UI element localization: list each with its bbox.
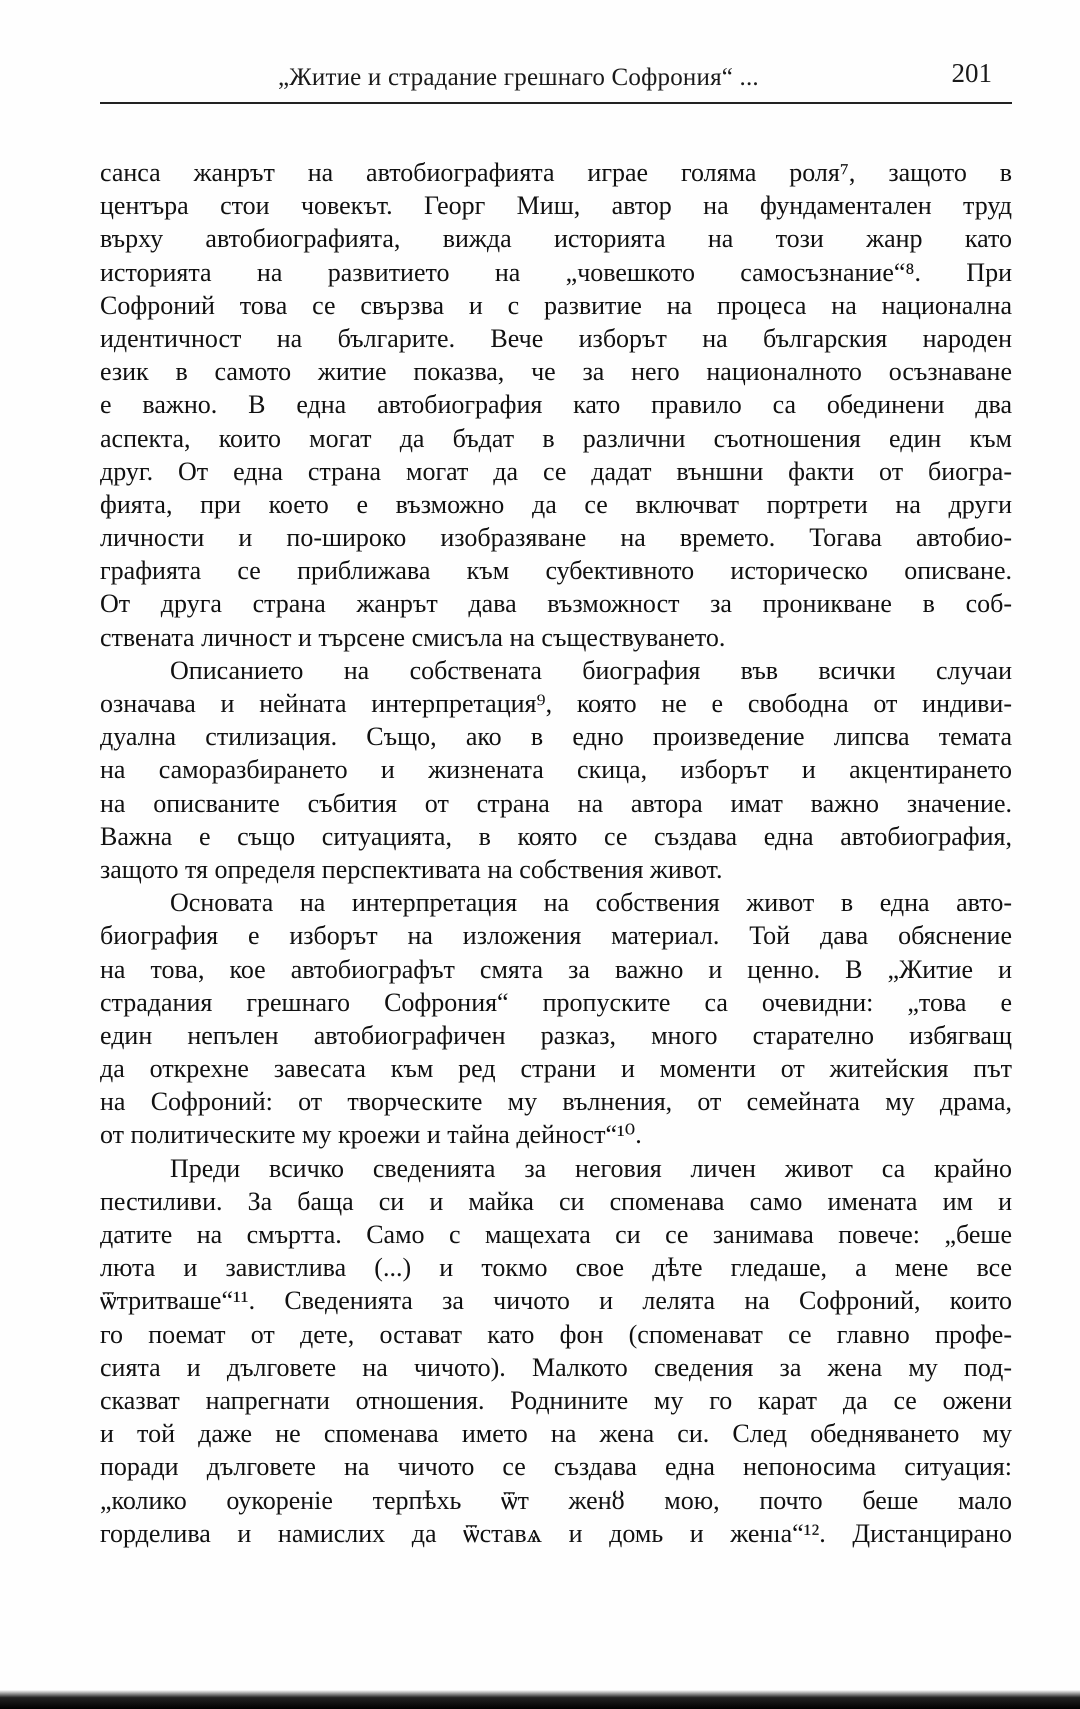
- text-line: санса жанрът на автобиографията играе голяма роля⁷, защото в: [100, 158, 1012, 187]
- running-title: „Житие и страдание грешнаго Софрония“ ...: [278, 64, 759, 91]
- text-line: друг. От една страна могат да се дадат външни факти от биогра-: [100, 456, 1012, 486]
- body-text: [100, 156, 1012, 1550]
- text-line: Описанието на собствената биография във всички случаи: [170, 655, 1012, 685]
- text-line: означава и нейната интерпретация⁹, която не е свободна от индиви-: [100, 689, 1012, 718]
- scan-edge-smudge: [0, 1690, 1080, 1709]
- text-line: биография е изборът на изложения материал. Той дава обяснение: [100, 921, 1012, 951]
- text-line: на Софроний: от творческите му вълнения, от семейната му драма,: [100, 1087, 1012, 1117]
- text-line: защото тя определя перспективата на собствения живот.: [100, 854, 723, 884]
- text-line: сказват напрегнати отношения. Роднините му го карат да се ожени: [100, 1385, 1012, 1415]
- text-line: на саморазбирането и жизнената скица, изборът и акцентирането: [100, 755, 1012, 785]
- text-line: един непълен автобиографичен разказ, много старателно избягващ: [100, 1020, 1012, 1050]
- text-line: върху автобиографията, вижда историята на този жанр като: [100, 224, 1012, 254]
- text-line: пестиливи. За баща си и майка си споменава само имената им и: [100, 1186, 1012, 1216]
- text-line: и той даже не споменава името на жена си. След обедняването му: [100, 1419, 1012, 1449]
- text-line: страдания грешнаго Софрония“ пропуските са очевидни: „това е: [100, 987, 1012, 1017]
- text-line: ѿтритваше“¹¹. Сведенията за чичото и лелята на Софроний, които: [100, 1286, 1012, 1316]
- text-line: датите на смъртта. Само с мащехата си се занимава повече: „беше: [100, 1220, 1012, 1249]
- running-header: [100, 58, 1012, 104]
- text-line: графията се приближава към субективното историческо описване.: [100, 556, 1012, 586]
- text-line: аспекта, които могат да бъдат в различни съотношения един към: [100, 423, 1012, 453]
- text-line: Преди всичко сведенията за неговия личен живот са крайно: [170, 1153, 1012, 1183]
- text-line: центъра стои човекът. Георг Миш, автор на фундаментален труд: [100, 191, 1012, 221]
- text-line: го поемат от дете, остават като фон (споменават се главно профе-: [100, 1319, 1012, 1349]
- text-line: личности и по-широко изобразяване на времето. Тогава автобио-: [100, 523, 1012, 553]
- text-line: от политическите му кроежи и тайна дейност“¹⁰.: [100, 1120, 642, 1150]
- page-number: 201: [951, 58, 992, 88]
- text-line: Важна е също ситуацията, в която се създава една автобиография,: [100, 821, 1012, 851]
- text-line: Основата на интерпретация на собствения живот в една авто-: [170, 888, 1012, 918]
- text-line: дуална стилизация. Също, ако в едно произведение липсва темата: [100, 722, 1012, 752]
- header-rule: [100, 102, 1012, 104]
- text-line: историята на развитието на „човешкото самосъзнание“⁸. При: [100, 257, 1012, 287]
- text-line: сията и дълговете на чичото). Малкото сведения за жена му под-: [100, 1352, 1012, 1382]
- text-line: горделива и намислих да ѿставѧ и домь и женıа“¹². Дистанцирано: [100, 1518, 1012, 1548]
- text-line: на това, кое автобиографът смята за важно и ценно. В „Житие и: [100, 954, 1012, 984]
- text-line: люта и завистлива (...) и токмо свое дѣте гледаше, а мене все: [100, 1253, 1012, 1283]
- text-line: фията, при което е възможно да се включват портрети на други: [100, 489, 1012, 519]
- text-line: От друга страна жанрът дава възможност за проникване в соб-: [100, 589, 1012, 619]
- text-line: идентичност на българите. Вече изборът на българския народен: [100, 323, 1012, 353]
- text-line: език в самото житие показва, че за него националното осъзнаване: [100, 357, 1012, 387]
- text-line: Софроний това се свързва и с развитие на процеса на национална: [100, 290, 1012, 320]
- text-line: ствената личност и търсене смисъла на съществуването.: [100, 622, 726, 652]
- text-line: поради дълговете на чичото се създава една непоносима ситуация:: [100, 1452, 1012, 1482]
- text-line: на описваните събития от страна на автора имат важно значение.: [100, 788, 1012, 818]
- text-line: „колико оукореніе терпѣхь ѿт женȣ мою, почто беше мало: [100, 1485, 1012, 1515]
- text-line: е важно. В една автобиография като правило са обединени два: [100, 390, 1012, 420]
- text-line: да открехне завесата към ред страни и моменти от житейския път: [100, 1054, 1012, 1084]
